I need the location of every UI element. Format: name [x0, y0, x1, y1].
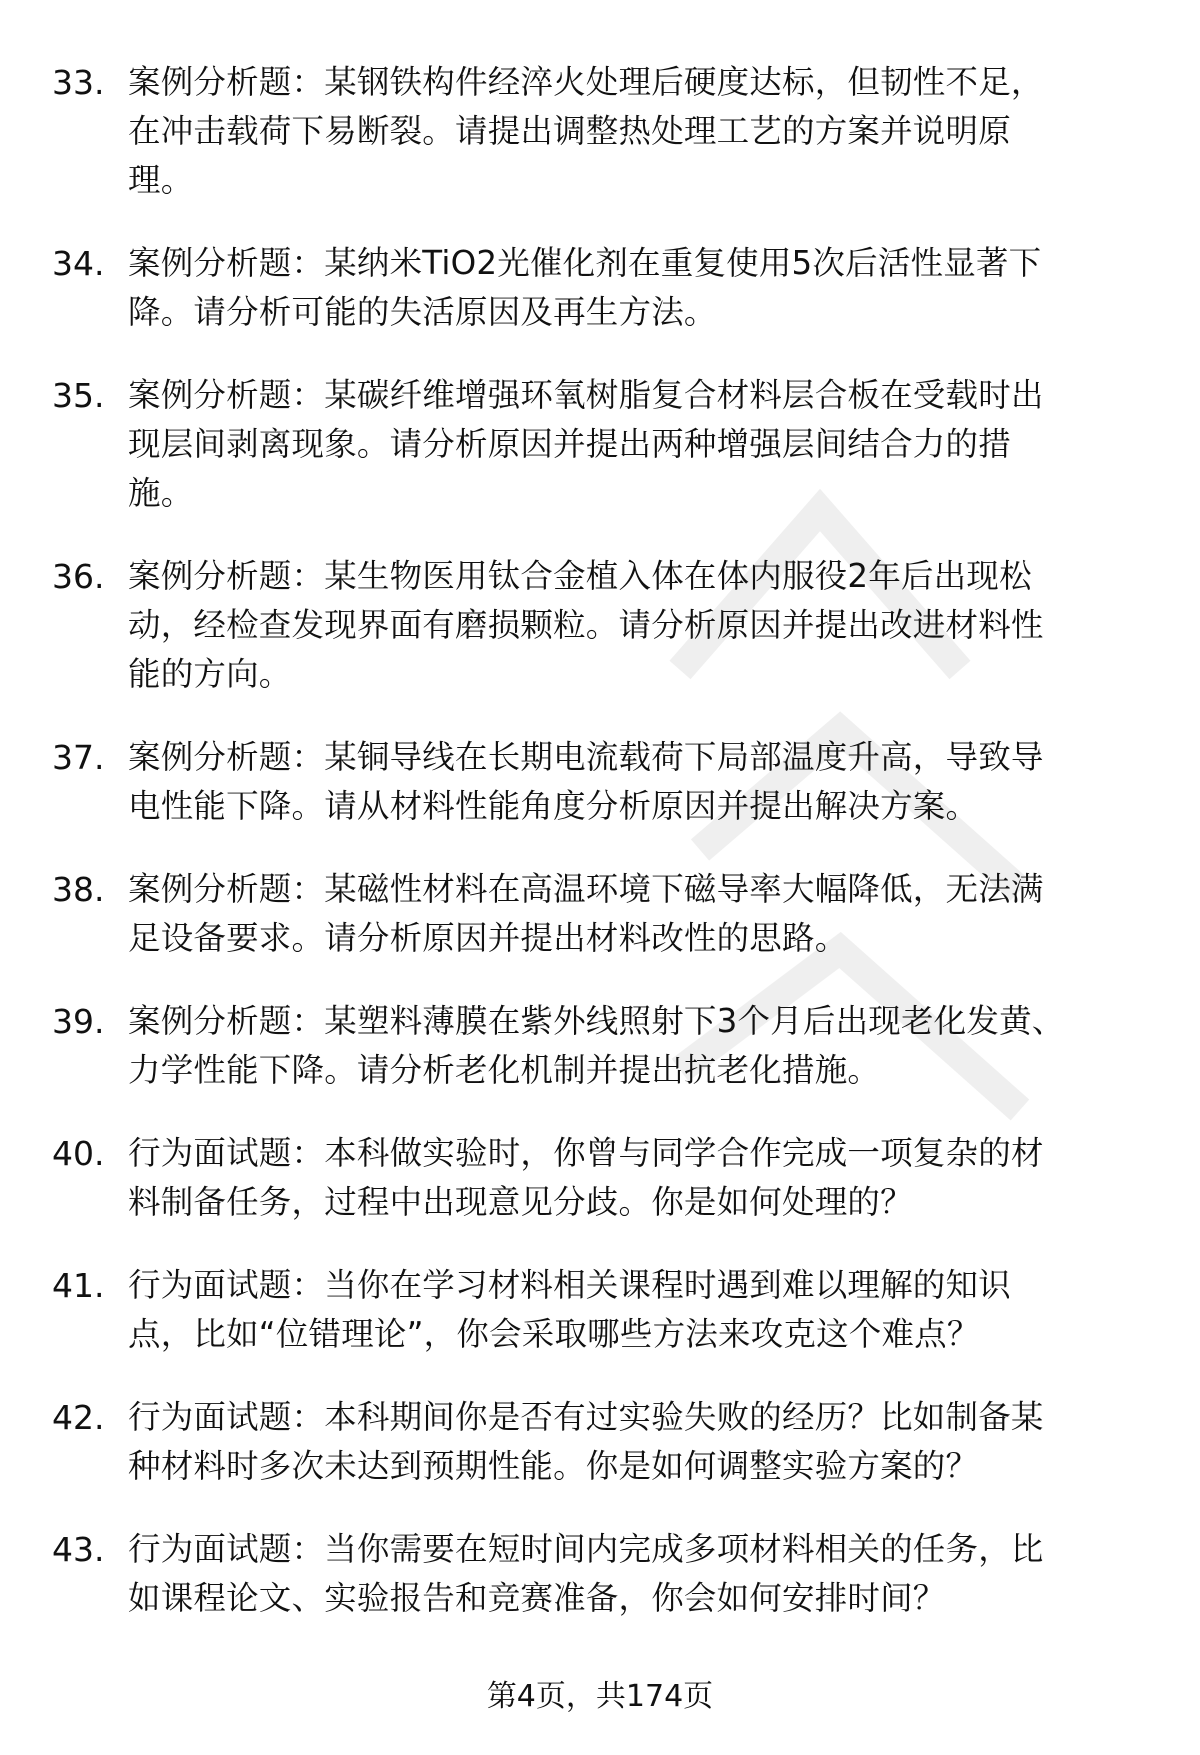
question-number: 35. [52, 376, 105, 415]
question-line: 现层间剥离现象。请分析原因并提出两种增强层间结合力的措 [128, 425, 1011, 463]
question-item [0, 371, 1200, 518]
question-number: 36. [52, 557, 105, 596]
question-number: 42. [52, 1398, 105, 1437]
question-number: 43. [52, 1530, 105, 1569]
question-item [0, 1261, 1200, 1359]
question-number: 34. [52, 244, 105, 283]
question-item [0, 1393, 1200, 1491]
question-number: 41. [52, 1266, 105, 1305]
question-text [128, 58, 1200, 205]
question-number: 40. [52, 1134, 105, 1173]
question-item [0, 58, 1200, 205]
question-line: 行为面试题：当你在学习材料相关课程时遇到难以理解的知识 [128, 1266, 1011, 1304]
question-line: 案例分析题：某磁性材料在高温环境下磁导率大幅降低，无法满 [128, 870, 1044, 908]
question-line: 行为面试题：当你需要在短时间内完成多项材料相关的任务，比 [128, 1530, 1044, 1568]
question-line: 电性能下降。请从材料性能角度分析原因并提出解决方案。 [128, 787, 979, 825]
question-text [128, 997, 1200, 1095]
question-text [128, 1393, 1200, 1491]
question-number: 39. [52, 1002, 105, 1041]
question-line: 案例分析题：某纳米TiO2光催化剂在重复使用5次后活性显著下 [128, 244, 1042, 282]
question-number: 38. [52, 870, 105, 909]
question-line: 行为面试题：本科期间你是否有过实验失败的经历？比如制备某 [128, 1398, 1044, 1436]
question-line: 料制备任务，过程中出现意见分歧。你是如何处理的？ [128, 1183, 913, 1221]
question-number: 37. [52, 738, 105, 777]
question-text [128, 1525, 1200, 1623]
question-line: 力学性能下降。请分析老化机制并提出抗老化措施。 [128, 1051, 881, 1089]
question-line: 案例分析题：某钢铁构件经淬火处理后硬度达标，但韧性不足， [128, 63, 1044, 101]
question-line: 足设备要求。请分析原因并提出材料改性的思路。 [128, 919, 848, 957]
question-line: 能的方向。 [128, 655, 292, 693]
page-number: 第4页，共174页 [486, 1679, 714, 1714]
question-item [0, 552, 1200, 699]
question-text [128, 865, 1200, 963]
question-line: 案例分析题：某生物医用钛合金植入体在体内服役2年后出现松 [128, 557, 1032, 595]
question-text [128, 733, 1200, 831]
question-line: 如课程论文、实验报告和竞赛准备，你会如何安排时间？ [128, 1579, 946, 1617]
question-item [0, 1525, 1200, 1623]
question-line: 在冲击载荷下易断裂。请提出调整热处理工艺的方案并说明原 [128, 112, 1011, 150]
question-line: 施。 [128, 474, 194, 512]
question-line: 案例分析题：某铜导线在长期电流载荷下局部温度升高，导致导 [128, 738, 1044, 776]
question-item [0, 239, 1200, 337]
question-line: 种材料时多次未达到预期性能。你是如何调整实验方案的？ [128, 1447, 979, 1485]
question-number: 33. [52, 63, 105, 102]
question-text [128, 371, 1200, 518]
question-line: 案例分析题：某塑料薄膜在紫外线照射下3个月后出现老化发黄、 [128, 1002, 1065, 1040]
question-item [0, 997, 1200, 1095]
question-text [128, 1261, 1200, 1359]
question-line: 动，经检查发现界面有磨损颗粒。请分析原因并提出改进材料性 [128, 606, 1044, 644]
question-text [128, 239, 1200, 337]
question-line: 理。 [128, 161, 194, 199]
question-line: 行为面试题：本科做实验时，你曾与同学合作完成一项复杂的材 [128, 1134, 1044, 1172]
question-item [0, 1129, 1200, 1227]
question-text [128, 1129, 1200, 1227]
question-line: 案例分析题：某碳纤维增强环氧树脂复合材料层合板在受载时出 [128, 376, 1044, 414]
question-item [0, 733, 1200, 831]
question-item [0, 865, 1200, 963]
question-list [0, 58, 1200, 1657]
question-line: 降。请分析可能的失活原因及再生方法。 [128, 293, 717, 331]
question-line: 点，比如“位错理论”，你会采取哪些方法来攻克这个难点？ [128, 1315, 980, 1353]
question-text [128, 552, 1200, 699]
